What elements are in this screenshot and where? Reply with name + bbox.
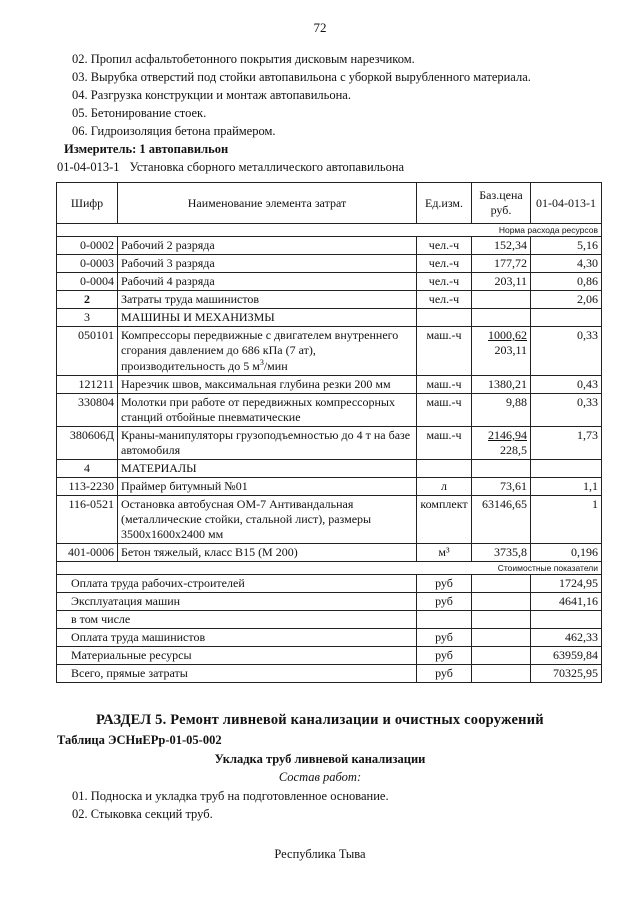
summary-row (57, 611, 602, 629)
operation-item: 05. Бетонирование стоек. (72, 106, 207, 120)
item-code: 01-04-013-1 (57, 160, 120, 174)
table-row (57, 394, 602, 427)
row-name: Нарезчик швов, максимальная глубина резки 200 мм (118, 376, 417, 394)
row-code: 121211 (57, 376, 118, 394)
summary-value: 462,33 (531, 629, 602, 647)
row-name: Рабочий 3 разряда (118, 255, 417, 273)
summary-value (531, 611, 602, 629)
row-unit: чел.-ч (417, 291, 472, 309)
summary-row (57, 593, 602, 611)
table-title: Таблица ЭСНиЕРр-01-05-002 (57, 733, 222, 747)
row-code: 2 (57, 291, 118, 309)
header-name: Наименование элемента затрат (118, 183, 417, 224)
table-row (57, 255, 602, 273)
row-price: 73,61 (472, 478, 531, 496)
item-title: Установка сборного металлического автопавильона (129, 160, 405, 174)
section-code: 3 (57, 309, 118, 327)
operation-item: 04. Разгрузка конструкции и монтаж автопавильона. (72, 88, 351, 102)
section-row (57, 460, 602, 478)
work-item: 02. Стыковка секций труб. (72, 807, 213, 821)
summary-unit: руб (417, 629, 472, 647)
item-code-line (57, 160, 404, 175)
table-row (57, 327, 602, 376)
row-unit: маш.-ч (417, 376, 472, 394)
cost-label-row (57, 562, 602, 575)
summary-name: Всего, прямые затраты (57, 665, 417, 683)
row-value: 1,1 (531, 478, 602, 496)
norma-label: Норма расхода ресурсов (57, 224, 602, 237)
row-value: 0,33 (531, 327, 602, 376)
row-value: 0,196 (531, 544, 602, 562)
table-row (57, 237, 602, 255)
summary-row (57, 575, 602, 593)
operation-item: 02. Пропил асфальтобетонного покрытия дисковым нарезчиком. (72, 52, 415, 66)
row-price (472, 327, 531, 376)
meter-label: Измеритель: 1 автопавильон (64, 142, 229, 156)
row-value: 4,30 (531, 255, 602, 273)
row-code: 380606Д (57, 427, 118, 460)
table-row (57, 291, 602, 309)
row-code: 0-0003 (57, 255, 118, 273)
table-row (57, 427, 602, 460)
row-code: 0-0002 (57, 237, 118, 255)
row-code: 330804 (57, 394, 118, 427)
section-name: МАТЕРИАЛЫ (118, 460, 417, 478)
header-code: Шифр (57, 183, 118, 224)
row-name: Компрессоры передвижные с двигателем внутреннего сгорания давлением до 686 кПа (7 ат), производительность до 5 $м^3$/мин (118, 327, 417, 376)
summary-value: 63959,84 (531, 647, 602, 665)
row-price (472, 291, 531, 309)
page-number: 72 (313, 20, 327, 35)
summary-unit: руб (417, 575, 472, 593)
summary-name: Оплата труда машинистов (57, 629, 417, 647)
row-code: 113-2230 (57, 478, 118, 496)
row-name: Затраты труда машинистов (118, 291, 417, 309)
row-value: 5,16 (531, 237, 602, 255)
summary-row (57, 665, 602, 683)
summary-value: 70325,95 (531, 665, 602, 683)
section-name: МАШИНЫ И МЕХАНИЗМЫ (118, 309, 417, 327)
summary-row (57, 647, 602, 665)
cost-label: Стоимостные показатели (57, 562, 602, 575)
row-unit: маш.-ч (417, 327, 472, 376)
row-name: Молотки при работе от передвижных компрессорных станций отбойные пневматические (118, 394, 417, 427)
sub-title: Укладка труб ливневой канализации (214, 752, 426, 766)
row-unit: чел.-ч (417, 273, 472, 291)
row-price: 177,72 (472, 255, 531, 273)
summary-name: Материальные ресурсы (57, 647, 417, 665)
table-row (57, 544, 602, 562)
operations-list (72, 50, 531, 140)
row-code: 050101 (57, 327, 118, 376)
row-code: 401-0006 (57, 544, 118, 562)
price-labor: 203,11 (494, 343, 527, 357)
row-unit: л (417, 478, 472, 496)
norma-label-row (57, 224, 602, 237)
footer-region: Республика Тыва (274, 847, 366, 861)
summary-value: 4641,16 (531, 593, 602, 611)
header-resource: 01-04-013-1 (531, 183, 602, 224)
operation-item: 03. Вырубка отверстий под стойки автопавильона с уборкой вырубленного материала. (72, 70, 531, 84)
row-price: 9,88 (472, 394, 531, 427)
row-value: 1,73 (531, 427, 602, 460)
table-header-row (57, 183, 602, 224)
row-name: Краны-манипуляторы грузоподъемностью до 4 т на базе автомобиля (118, 427, 417, 460)
row-value: 1 (531, 496, 602, 544)
table-row (57, 273, 602, 291)
summary-unit (417, 611, 472, 629)
price-labor: 228,5 (500, 443, 527, 457)
price-main: 2146,94 (488, 428, 527, 442)
summary-value: 1724,95 (531, 575, 602, 593)
row-value: 0,86 (531, 273, 602, 291)
summary-unit: руб (417, 647, 472, 665)
section-code: 4 (57, 460, 118, 478)
row-code: 0-0004 (57, 273, 118, 291)
row-unit: чел.-ч (417, 255, 472, 273)
row-name: Бетон тяжелый, класс В15 (М 200) (118, 544, 417, 562)
row-value: 2,06 (531, 291, 602, 309)
row-value: 0,33 (531, 394, 602, 427)
header-price: Баз.цена руб. (472, 183, 531, 224)
row-code: 116-0521 (57, 496, 118, 544)
row-value: 0,43 (531, 376, 602, 394)
row-name: Рабочий 4 разряда (118, 273, 417, 291)
work-composition-title: Состав работ: (278, 770, 362, 784)
row-name: Рабочий 2 разряда (118, 237, 417, 255)
row-unit: маш.-ч (417, 427, 472, 460)
cost-table (56, 182, 602, 683)
row-unit: комплект (417, 496, 472, 544)
row-name: Праймер битумный №01 (118, 478, 417, 496)
row-price: 152,34 (472, 237, 531, 255)
row-price: 1380,21 (472, 376, 531, 394)
table-row (57, 496, 602, 544)
row-price (472, 427, 531, 460)
row-unit: м³ (417, 544, 472, 562)
header-unit: Ед.изм. (417, 183, 472, 224)
row-name: Остановка автобусная ОМ-7 Антивандальная (металлические стойки, стальной лист), размеры 3500х1600х2400 мм (118, 496, 417, 544)
section-title: РАЗДЕЛ 5. Ремонт ливневой канализации и очистных сооружений (96, 712, 544, 728)
row-price: 3735,8 (472, 544, 531, 562)
summary-row (57, 629, 602, 647)
row-unit: маш.-ч (417, 394, 472, 427)
row-price: 63146,65 (472, 496, 531, 544)
table-row (57, 376, 602, 394)
table-row (57, 478, 602, 496)
summary-unit: руб (417, 665, 472, 683)
summary-unit: руб (417, 593, 472, 611)
works-list (72, 787, 389, 823)
price-main: 1000,62 (488, 328, 527, 342)
operation-item: 06. Гидроизоляция бетона праймером. (72, 124, 276, 138)
summary-name: в том числе (57, 611, 417, 629)
section-row (57, 309, 602, 327)
work-item: 01. Подноска и укладка труб на подготовленное основание. (72, 789, 389, 803)
row-unit: чел.-ч (417, 237, 472, 255)
summary-name: Оплата труда рабочих-строителей (57, 575, 417, 593)
row-price: 203,11 (472, 273, 531, 291)
summary-name: Эксплуатация машин (57, 593, 417, 611)
